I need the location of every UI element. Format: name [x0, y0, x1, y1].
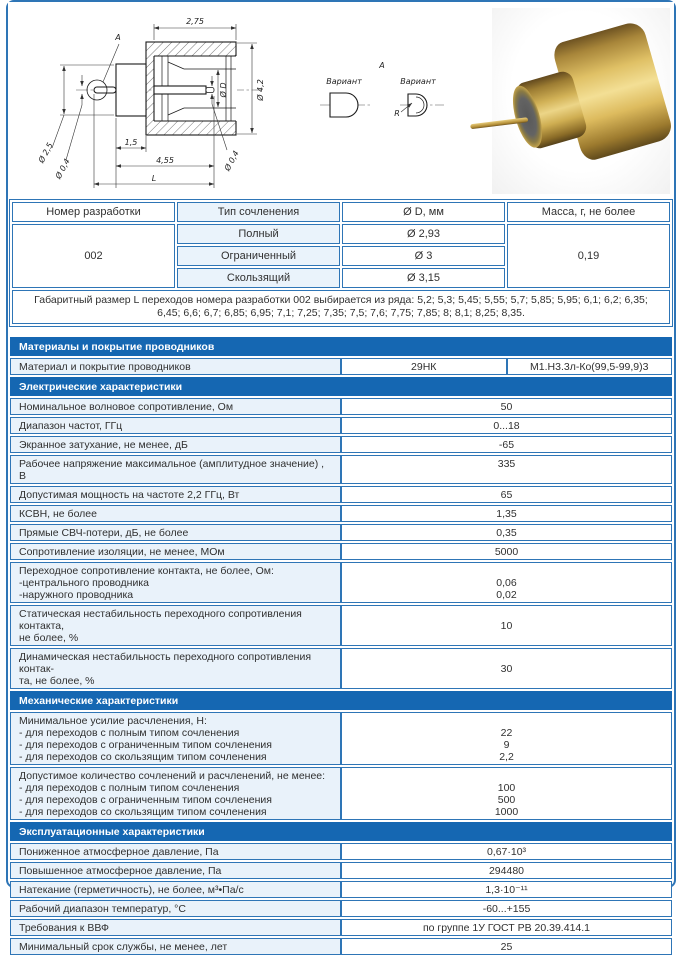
spec-row: [10, 543, 672, 560]
spec-label: Сопротивление изоляции, не менее, МОм: [10, 543, 341, 560]
col-header-joint-type: Тип сочленения: [177, 202, 340, 222]
spec-label: Переходное сопротивление контакта, не более, Ом: -центрального проводника -наружного проводника: [10, 562, 341, 603]
section-header: Материалы и покрытие проводников: [10, 337, 672, 356]
spec-label: Материал и покрытие проводников: [10, 358, 341, 375]
spec-label: Допустимое количество сочленений и расчленений, не менее: - для переходов с полным типом сочленения - для переходов с ограниченным типом сочленения - для переходов со скользящим типом сочленения: [10, 767, 341, 820]
spec-value: 29НК: [341, 358, 507, 375]
spec-value: 65: [341, 486, 672, 503]
section-header-row: [10, 691, 672, 710]
detail-view-label: А: [379, 61, 385, 70]
variant-views: [320, 61, 444, 118]
section-header: Электрические характеристики: [10, 377, 672, 396]
dim-label-pin-left: Ø 0,4: [53, 157, 72, 181]
spec-label: Повышенное атмосферное давление, Па: [10, 862, 341, 879]
diameter-cell: Ø 2,93: [342, 224, 505, 244]
dim-label-body: 4,55: [156, 156, 174, 165]
spec-row: [10, 862, 672, 879]
variant1-shape: [330, 93, 358, 117]
col-header-mass: Масса, г, не более: [507, 202, 670, 222]
spec-row: [10, 455, 672, 484]
technical-drawing-svg: [8, 2, 490, 198]
spec-value: 1,3·10⁻¹¹: [341, 881, 672, 898]
spec-label: Экранное затухание, не менее, дБ: [10, 436, 341, 453]
main-view: [87, 42, 237, 135]
drawing-panel: [8, 2, 674, 199]
spec-value: 0,67·10³: [341, 843, 672, 860]
spec-label: Натекание (герметичность), не более, м³•Па/с: [10, 881, 341, 898]
joint-type-cell: Ограниченный: [177, 246, 340, 266]
spec-row: [10, 524, 672, 541]
dim-label-outer: Ø 4,2: [256, 79, 265, 101]
diameter-cell: Ø 3,15: [342, 268, 505, 288]
section-header-row: [10, 377, 672, 396]
spec-value: 100 500 1000: [341, 767, 672, 820]
dim-label-step: 1,5: [124, 138, 138, 147]
spec-label: Допустимая мощность на частоте 2,2 ГГц, Вт: [10, 486, 341, 503]
dim-label-d: Ø D: [219, 82, 228, 98]
spec-row: [10, 562, 672, 603]
dim-label-top: 2,75: [186, 17, 204, 26]
spec-table: [10, 335, 672, 957]
variant1-label: Вариант: [326, 77, 362, 86]
spec-value: 1,35: [341, 505, 672, 522]
spec-value: -60...+155: [341, 900, 672, 917]
top-table-frame: [9, 199, 673, 327]
spec-value: 10: [341, 605, 672, 646]
spec-label: Статическая нестабильность переходного сопротивления контакта, не более, %: [10, 605, 341, 646]
spec-row: [10, 919, 672, 936]
spec-row: [10, 900, 672, 917]
spec-value: 294480: [341, 862, 672, 879]
top-table: [10, 200, 672, 290]
spec-row: [10, 358, 672, 375]
spec-value: 25: [341, 938, 672, 955]
dim-label-pin-right: Ø 0,4: [222, 149, 241, 173]
spec-value: 30: [341, 648, 672, 689]
section-header-row: [10, 822, 672, 841]
spec-row: [10, 938, 672, 955]
spec-row: [10, 486, 672, 503]
joint-type-cell: Полный: [177, 224, 340, 244]
table-row: [12, 224, 670, 244]
spec-row: [10, 843, 672, 860]
radius-label: R: [394, 109, 400, 118]
spec-value: 0,06 0,02: [341, 562, 672, 603]
mass-cell: 0,19: [507, 224, 670, 288]
spec-value: по группе 1У ГОСТ РВ 20.39.414.1: [341, 919, 672, 936]
joint-type-cell: Скользящий: [177, 268, 340, 288]
section-header: Механические характеристики: [10, 691, 672, 710]
variant2-label: Вариант: [400, 77, 436, 86]
spec-row: [10, 767, 672, 820]
spec-row: [10, 436, 672, 453]
section-header: Эксплуатационные характеристики: [10, 822, 672, 841]
spec-label: Номинальное волновое сопротивление, Ом: [10, 398, 341, 415]
spec-row: [10, 505, 672, 522]
spec-label: Требования к ВВФ: [10, 919, 341, 936]
spec-value: 0...18: [341, 417, 672, 434]
dim-label-flange: Ø 2,5: [36, 141, 55, 165]
spec-value: 0,35: [341, 524, 672, 541]
spec-table-wrap: [10, 335, 672, 957]
spec-label: Рабочий диапазон температур, °С: [10, 900, 341, 917]
dim-label-length: L: [151, 174, 157, 183]
spec-row: [10, 417, 672, 434]
spec-row: [10, 712, 672, 765]
dimension-note: Габаритный размер L переходов номера разработки 002 выбирается из ряда: 5,2; 5,3; 5,45; 5,55; 5,7; 5,85; 5,95; 6,1; 6,2; 6,35; 6,45; 6,6; 6,7; 6,85; 6,95; 7,1; 7,25; 7,35; 7,5; 7,6; 7,75; 7,85; 8; 8,1; 8,25; 8,35.: [12, 290, 670, 324]
diameter-cell: Ø 3: [342, 246, 505, 266]
spec-row: [10, 398, 672, 415]
connector-photo: [492, 8, 670, 194]
spec-label: Динамическая нестабильность переходного сопротивления контак- та, не более, %: [10, 648, 341, 689]
top-table-header-row: [12, 202, 670, 222]
col-header-dev-number: Номер разработки: [12, 202, 175, 222]
spec-value: 22 9 2,2: [341, 712, 672, 765]
spec-value: -65: [341, 436, 672, 453]
dev-number-cell: 002: [12, 224, 175, 288]
spec-row: [10, 881, 672, 898]
detail-label: А: [115, 33, 121, 42]
spec-label: Минимальный срок службы, не менее, лет: [10, 938, 341, 955]
spec-label: Пониженное атмосферное давление, Па: [10, 843, 341, 860]
col-header-diameter: Ø D, мм: [342, 202, 505, 222]
spec-row: [10, 605, 672, 646]
spec-row: [10, 648, 672, 689]
spec-value: 5000: [341, 543, 672, 560]
spec-value: 50: [341, 398, 672, 415]
spec-value: 335: [341, 455, 672, 484]
spec-value: М1.Н3.3л-Ко(99,5-99,9)3: [507, 358, 673, 375]
spec-label: Диапазон частот, ГГц: [10, 417, 341, 434]
spec-label: КСВН, не более: [10, 505, 341, 522]
spec-label: Рабочее напряжение максимальное (амплитудное значение) , В: [10, 455, 341, 484]
datasheet-page: [6, 0, 676, 953]
spec-label: Прямые СВЧ-потери, дБ, не более: [10, 524, 341, 541]
section-header-row: [10, 337, 672, 356]
spec-label: Минимальное усилие расчленения, Н: - для переходов с полным типом сочленения - для переходов с ограниченным типом сочленения - для переходов со скользящим типом сочленения: [10, 712, 341, 765]
